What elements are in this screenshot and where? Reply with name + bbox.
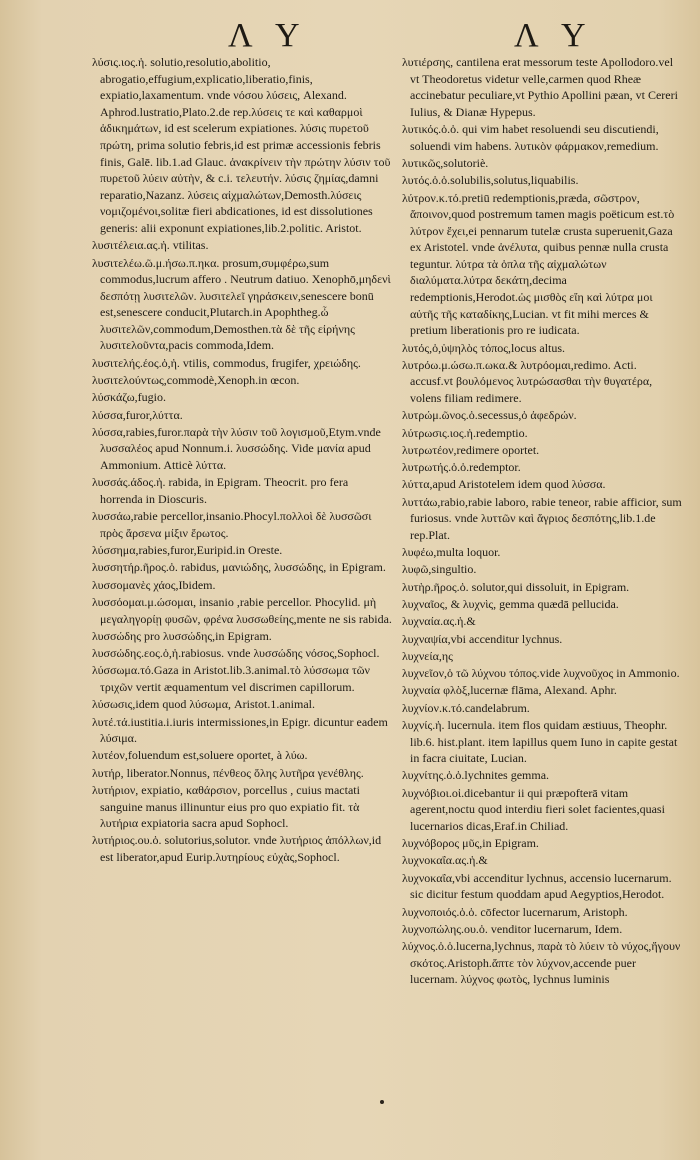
dictionary-entry: λυφῶ,singultio. (402, 562, 477, 577)
dictionary-entry: λυσιτέλεια.ας.ἡ. vtilitas. (92, 238, 209, 253)
dictionary-entry: λυχνόβιοι.οἱ.dicebantur ii qui præpofterā vitam agerent,noctu quod interdiu fieri solet facientes,quasi lucernarios dicas,Eraf.in Chiliad. (402, 785, 665, 833)
header-right: Λ Υ (514, 17, 594, 54)
dictionary-entry: λυτρόω.μ.ώσω.π.ωκα.& λυτρόομαι,redimo. Acti. accusf.vt βουλόμενος λυτρώσασθαι τὴν θυγατέρα, volens filiam redimere. (402, 357, 653, 405)
dictionary-entry: λυτός,ὁ,ὑψηλὸς τόπος,locus altus. (402, 340, 566, 355)
dictionary-entry: λυτρωτής.ὁ.ὁ.redemptor. (402, 460, 521, 475)
dictionary-entry: λυτέον,foluendum est,soluere oportet, à λύω. (92, 748, 308, 763)
dictionary-entry: λυτιέρσης, cantilena erat messorum teste Apollodoro.vel vt Theodoretus videtur velle,carmen quod Rheæ accinebatur peculiare,vt Pythio Apollini pæan, vt Cereri Iulius, & Dianæ Hypepus. (402, 55, 678, 119)
dictionary-entry: λυχνοπώλης.ου.ὁ. venditor lucernarum, Idem. (402, 921, 623, 936)
dictionary-entry: λυχναία φλὸξ,lucernæ flāma, Alexand. Aphr. (402, 683, 617, 698)
dictionary-entry: λυχνοποιός.ὁ.ὁ. cōfector lucernarum, Aristoph. (402, 904, 628, 919)
dictionary-entry: λυτικῶς,solutoriè. (402, 155, 489, 170)
dictionary-entry: λύσσημα,rabies,furor,Euripid.in Oreste. (92, 543, 283, 558)
dictionary-entry: λυσσάω,rabie percellor,insanio.Phocyl.πολλοὶ δὲ λυσσῶσι πρὸς ἄρσενα μίξιν ἔρωτος. (92, 509, 372, 540)
dictionary-entry: λύτρωσις.ιος.ἡ.redemptio. (402, 425, 528, 440)
dictionary-entry: λυφέω,multa loquor. (402, 545, 501, 560)
dictionary-entry: λυχνοκαΐα,vbi accenditur lychnus, accensio lucernarum. sic dicitur festum quoddam apud Aegyptios,Herodot. (402, 870, 672, 902)
dictionary-entry: λυτρώμ.ῶνος.ὁ.secessus,ὁ ἀφεδρών. (402, 408, 577, 423)
dictionary-entry: λυσιτελέω.ῶ.μ.ήσω.π.ηκα. prosum,συμφέρω,sum commodus,lucrum affero . Neutrum datiuo. Xenophō,μηδενὶ δεσπότῃ λυσιτελῶν. λυσιτελεῖ γηράσκειν,senescere bonū est,senescere conducit,Plutarch.in Apophtheg.ὦ λυσιτελῶν,commodum,Demosthen.τὰ δὲ τῆς εἰρήνης λυσιτελοῦντα,pacis commoda,Idem. (92, 255, 391, 353)
dictionary-entry: λυσσώδης pro λυσσώδης,in Epigram. (92, 628, 272, 643)
dictionary-entry: λυσσάς.άδος.ἡ. rabida, in Epigram. Theocrit. pro fera horrenda in Dioscuris. (92, 475, 349, 506)
dictionary-entry: λυσσώδης.εος.ὁ,ἡ.rabiosus. vnde λυσσώδης νόσος,Sophocl. (92, 646, 380, 661)
dictionary-entry: λυχνίτης.ὁ.ὁ.lychnites gemma. (402, 768, 550, 783)
page-header (0, 16, 700, 56)
dictionary-entry: λύσσα,rabies,furor.παρὰ τὴν λύσιν τοῦ λογισμοῦ,Etym.vnde λυσσαλέος apud Nonnum.i. λυσσώδης. Vide μανία apud Ammonium. Atticè λύττα. (92, 424, 381, 473)
dictionary-entry: λυχναψία,vbi accenditur lychnus. (402, 631, 563, 646)
left-column (92, 54, 392, 866)
dictionary-entry: λυχναῖος, & λυχνὶς, gemma quædā pellucida. (402, 597, 619, 611)
dictionary-entry: λυτέ.τά.iustitia.i.iuris intermissiones,in Epigr. dicuntur eadem λύσιμα. (92, 714, 388, 746)
dictionary-entry: λύσσα,furor,λύττα. (92, 407, 183, 422)
dictionary-entry: λυτὴρ.ῆρος.ὁ. solutor,qui dissoluit, in Epigram. (402, 579, 630, 594)
ink-dot (380, 1100, 384, 1104)
dictionary-entry: λυχνίον.κ.τό.candelabrum. (402, 700, 530, 715)
dictionary-entry: λυσσομανὲς χάος,Ibidem. (92, 577, 216, 592)
dictionary-entry: λυττάω,rabio,rabie laboro, rabie teneor, rabie afficior, sum furiosus. vnde λυττῶν καὶ ἄγριος δεσπότης,lib.1.de rep.Plat. (402, 494, 682, 542)
dictionary-entry: λυσσητήρ.ῆρος.ὁ. rabidus, μανιώδης, λυσσώδης, in Epigram. (92, 560, 386, 575)
dictionary-entry: λυσιτελής.έος.ὁ,ἡ. vtilis, commodus, frugifer, χρειώδης. (92, 355, 361, 370)
dictionary-entry: λύσκάζω,fugio. (92, 390, 167, 405)
dictionary-entry: λύττα,apud Aristotelem idem quod λύσσα. (402, 477, 606, 492)
dictionary-entry: λυχνεία,ης (402, 648, 453, 663)
dictionary-entry: λυχναία.ας.ἡ.& (402, 614, 476, 629)
dictionary-entry: λύσωσις,idem quod λύσωμα, Aristot.1.animal. (92, 697, 315, 712)
dictionary-entry: λύσσωμα.τό.Gaza in Aristot.lib.3.animal.τὸ λύσσωμα τῶν τριχῶν vertit æquamentum vel discrimen capillorum. (92, 663, 370, 694)
header-left: Λ Υ (228, 17, 308, 54)
dictionary-entry: λυχνίς.ἡ. lucernula. item flos quidam æstiuus, Theophr. lib.6. hist.plant. item lapillus quem Iuno in capite gestat in facra ciuitate, Lucian. (402, 717, 678, 766)
dictionary-entry: λυτήριον, expiatio, καθάρσιον, porcellus , cuius mactati sanguine manus illinuntur eius pro quo expiatio fit. τὰ λυτήρια expiatoria sacra apud Sophocl. (92, 782, 360, 831)
dictionary-entry: λυχνεῖον,ὁ τῶ λύχνου τόπος.vide λυχνοῦχος in Ammonio. (402, 666, 680, 681)
dictionary-entry: λυσιτελούντως,commodè,Xenoph.in œcon. (92, 373, 300, 388)
dictionary-entry: λυχνόβορος μῦς,in Epigram. (402, 836, 539, 851)
right-column (402, 54, 682, 989)
dictionary-entry: λυτρωτέον,redimere oportet. (402, 442, 540, 457)
dictionary-entry: λυχνοκαΐα.ας.ἡ.& (402, 853, 488, 868)
dictionary-entry: λυτήριος.ου.ὁ. solutorius,solutor. vnde λυτήριος ἀπόλλων,id est liberator,apud Eurip.λυτηρίους εὐχὰς,Sophocl. (92, 833, 382, 865)
dictionary-entry: λυσσόομαι.μ.ώσομαι, insanio ,rabie percellor. Phocylid. μὴ μεγαληγορίῃ φυσῶν, φρένα λυσσωθείης,mente ne sis rabida. (92, 594, 392, 626)
dictionary-entry: λύχνος.ὁ.ὁ.lucerna,lychnus, παρὰ τὸ λύειν τὸ νύχος,ἤγουν σκότος.Aristoph.ἅπτε τὸν λύχνον,accende puer lucernam. λύχνος φωτὸς, lychnus luminis (402, 939, 681, 987)
dictionary-entry: λυτήρ, liberator.Nonnus, πένθεος ὅλης λυτῆρα γενέθλης. (92, 765, 364, 780)
dictionary-entry: λύτρον.κ.τό.pretiū redemptionis,præda, σῶστρον, ἄποινον,quod postremum tamen magis poëticum est.τὸ λύτρον ἔχει,ei pennarum tutelæ crusta superuenit,Gaza ex Aristotel. vnde ἀνέλυτα, quibus pennæ nulla crusta teguntur. λύτρα τὰ ὁπλα τῆς αἰχμαλώτων διαλύματα.λύτρα δεκάτη,decima redemptionis,Herodot.ὡς μισθὸς εἴη καὶ λύτρα μοι αὐτῆς τῆς καταδίκης,Lucian. vt fit mihi merces & pretium liberationis pro re iudicata. (402, 190, 675, 338)
dictionary-entry: λυτός.ὁ.ὁ.solubilis,solutus,liquabilis. (402, 173, 579, 188)
dictionary-entry: λυτικός.ὁ.ὁ. qui vim habet resoluendi seu discutiendi, soluendi vim habens. λυτικὸν φάρμακον,remedium. (402, 122, 659, 153)
dictionary-entry: λύσις.ιος.ἡ. solutio,resolutio,abolitio, abrogatio,effugium,explicatio,liberatio,finis, expiatio,laxamentum. vnde νόσου λύσεις, Alexand. Aphrod.lustratio,Plato.2.de rep.λύσεις τε καὶ καθαρμοὶ ἀδικημάτων, id est scelerum expiationes. λύσις πυρετοῦ πρώτη, prima solutio febris,id est primæ accessionis febris finis, Galē. lib.1.ad Glauc. ἀνακρίνειν τὴν πρώτην λύσιν τοῦ πυρετοῦ λύειν αὐτὴν, & c.i. τελευτήν. λύσις ζημίας,damni reparatio,Nazanz. λύσεις αἰχμαλώτων,Demosth.λύσεις νομιζομένοι,solitæ fieri abdicationes, id est dissolutiones generis: alii exponunt expiationes,lib.2.politic. Aristot. (92, 55, 391, 235)
